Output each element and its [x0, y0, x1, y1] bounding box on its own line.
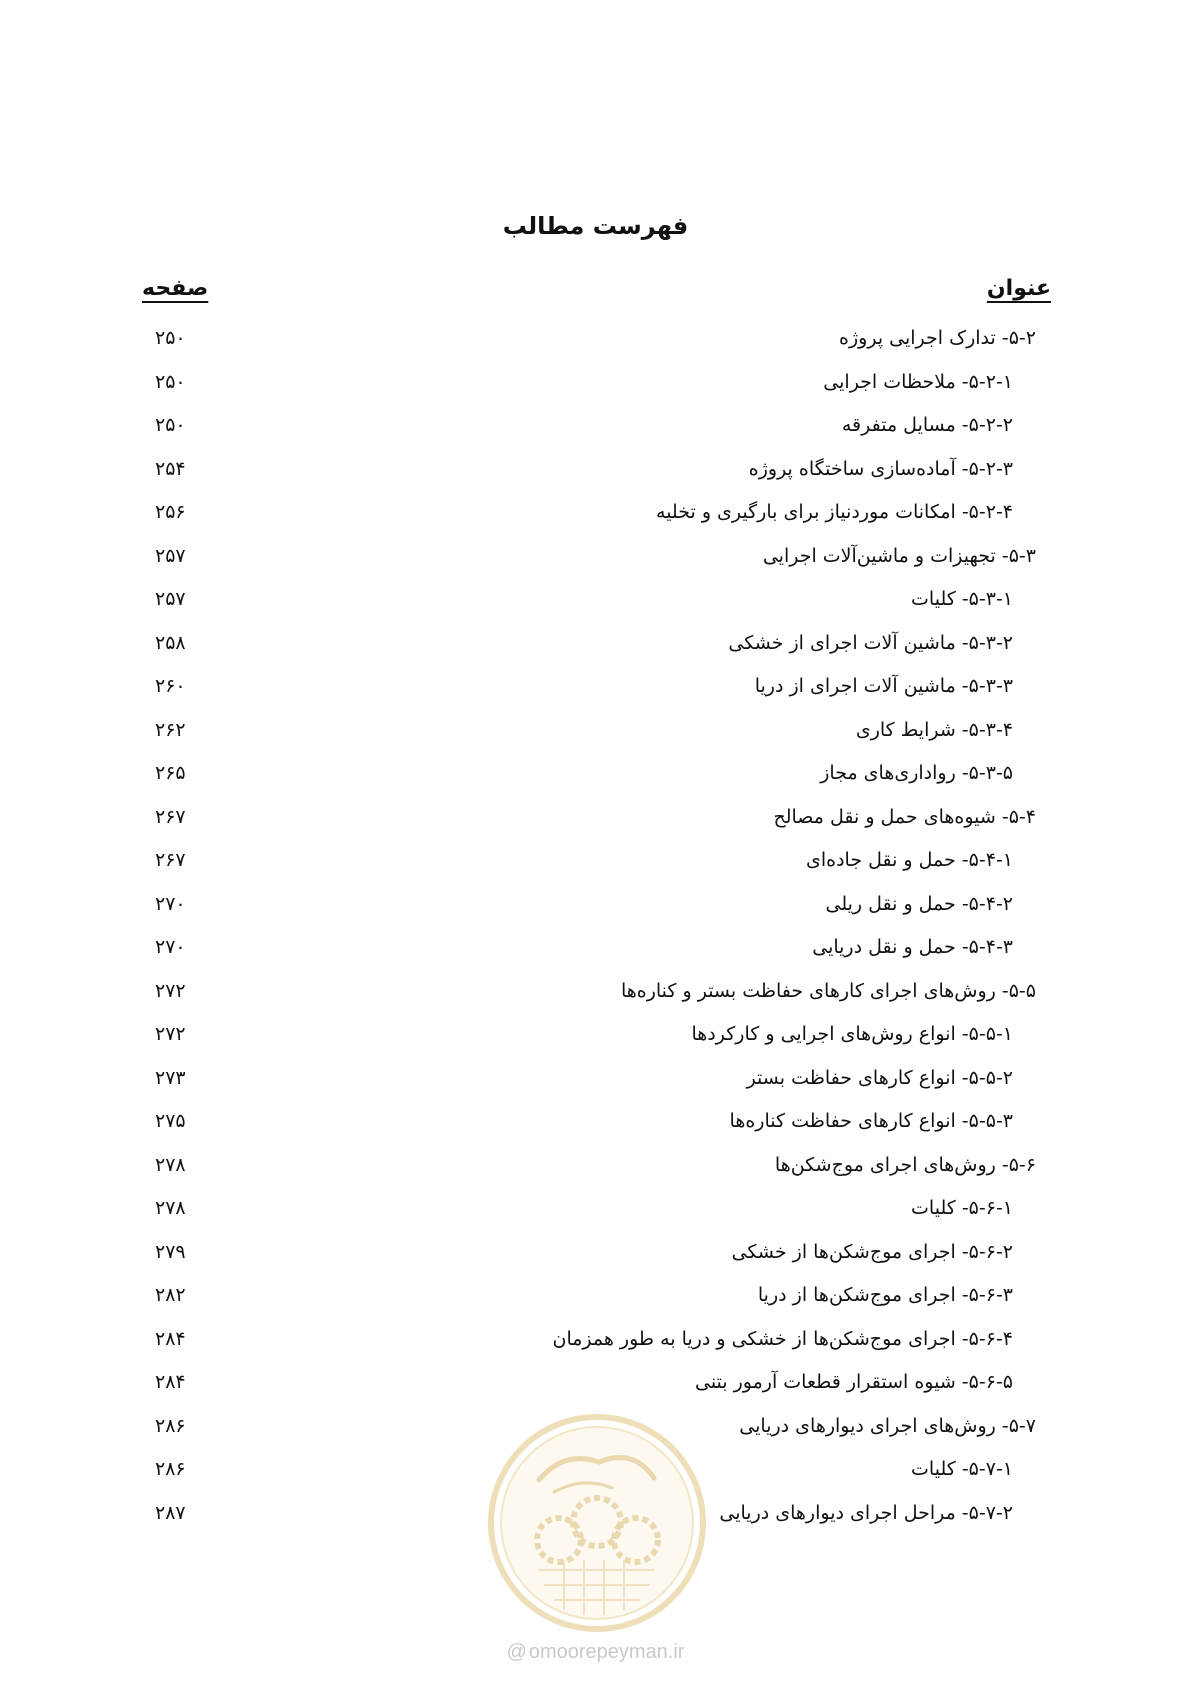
toc-entry[interactable]	[0, 1152, 1191, 1196]
toc-entry-page: ۲۸۶	[155, 1414, 186, 1437]
toc-entry[interactable]	[0, 586, 1191, 630]
toc-entry-page: ۲۸۷	[155, 1501, 186, 1524]
toc-entry[interactable]	[0, 1369, 1191, 1413]
toc-entry-title: ۵-۶-۱- کلیات	[911, 1197, 1013, 1219]
toc-entry-title: ۵-۵-۳- انواع کارهای حفاظت کناره‌ها	[729, 1110, 1013, 1132]
toc-entry[interactable]	[0, 934, 1191, 978]
watermark-seal-icon	[484, 1410, 710, 1636]
toc-entry[interactable]	[0, 673, 1191, 717]
toc-entry[interactable]	[0, 1239, 1191, 1283]
title-column-header: عنوان	[986, 276, 1051, 301]
toc-entry[interactable]	[0, 630, 1191, 674]
toc-entry[interactable]	[0, 847, 1191, 891]
toc-entry-title: ۵-۷- روش‌های اجرای دیوارهای دریایی	[739, 1414, 1036, 1437]
toc-entry-title: ۵-۵- روش‌های اجرای کارهای حفاظت بستر و کناره‌ها	[620, 979, 1036, 1002]
toc-entry-title: ۵-۶- روش‌های اجرای موج‌شکن‌ها	[774, 1153, 1036, 1176]
toc-entry[interactable]	[0, 369, 1191, 413]
toc-entry[interactable]	[0, 978, 1191, 1022]
toc-entry[interactable]	[0, 456, 1191, 500]
toc-entry-page: ۲۶۷	[155, 849, 186, 871]
toc-entry-title: ۵-۴-۱- حمل و نقل جاده‌ای	[805, 849, 1013, 871]
toc-entry-page: ۲۷۸	[155, 1153, 186, 1176]
toc-entry[interactable]	[0, 1195, 1191, 1239]
watermark-url	[0, 1641, 1191, 1664]
toc-entry-title: ۵-۴-۲- حمل و نقل ریلی	[825, 892, 1013, 915]
toc-entry-page: ۲۸۴	[155, 1327, 186, 1350]
toc-entry[interactable]	[0, 1021, 1191, 1065]
toc-entry[interactable]	[0, 891, 1191, 935]
toc-entry-page: ۲۷۰	[155, 936, 186, 958]
toc-entry-page: ۲۵۷	[155, 588, 186, 610]
toc-entry[interactable]	[0, 760, 1191, 804]
toc-entry-title: ۵-۳-۲- ماشین آلات اجرای از خشکی	[728, 631, 1013, 654]
toc-entry-page: ۲۷۵	[155, 1110, 186, 1132]
toc-entry-title: ۵-۴- شیوه‌های حمل و نقل مصالح	[773, 805, 1036, 828]
toc-entry-page: ۲۶۲	[155, 718, 186, 741]
toc-entry-page: ۲۵۰	[155, 414, 186, 436]
toc-entry-title: ۵-۲- تدارک اجرایی پروژه	[839, 327, 1036, 349]
toc-entry-title: ۵-۷-۱- کلیات	[911, 1458, 1013, 1480]
toc-entry-page: ۲۷۲	[155, 1023, 186, 1045]
toc-entry-title: ۵-۵-۲- انواع کارهای حفاظت بستر	[746, 1066, 1013, 1089]
toc-entry-title: ۵-۴-۳- حمل و نقل دریایی	[812, 936, 1013, 958]
watermark-logo	[484, 1410, 710, 1636]
toc-entry-title: ۵-۳- تجهیزات و ماشین‌آلات اجرایی	[762, 544, 1036, 567]
toc-entry[interactable]	[0, 804, 1191, 848]
toc-entry[interactable]	[0, 543, 1191, 587]
toc-entry[interactable]	[0, 1326, 1191, 1370]
toc-entry[interactable]	[0, 1065, 1191, 1109]
toc-entry-page: ۲۸۲	[155, 1284, 186, 1306]
toc-entry-page: ۲۵۸	[155, 631, 186, 654]
toc-entry-title: ۵-۶-۴- اجرای موج‌شکن‌ها از خشکی و دریا به طور همزمان	[552, 1327, 1013, 1350]
toc-entry[interactable]	[0, 499, 1191, 543]
toc-entry-title: ۵-۳-۳- ماشین آلات اجرای از دریا	[754, 675, 1013, 697]
toc-entry[interactable]	[0, 1282, 1191, 1326]
toc-entry-title: ۵-۵-۱- انواع روش‌های اجرایی و کارکردها	[691, 1023, 1013, 1045]
toc-entry-title: ۵-۲-۲- مسایل متفرقه	[841, 414, 1013, 436]
toc-entry-page: ۲۷۸	[155, 1197, 186, 1219]
toc-entry-page: ۲۷۹	[155, 1240, 186, 1263]
page-column-header: صفحه	[142, 276, 209, 301]
page-title: فهرست مطالب	[502, 212, 689, 240]
toc-entry-page: ۲۷۳	[155, 1066, 186, 1089]
toc-entry-title: ۵-۶-۲- اجرای موج‌شکن‌ها از خشکی	[731, 1240, 1013, 1263]
toc-entry-title: ۵-۷-۲- مراحل اجرای دیوارهای دریایی	[719, 1501, 1013, 1524]
toc-entry-page: ۲۶۰	[155, 675, 186, 697]
toc-entry-title: ۵-۲-۴- امکانات موردنیاز برای بارگیری و تخلیه	[656, 501, 1013, 523]
toc-entry-title: ۵-۳-۵- رواداری‌های مجاز	[820, 762, 1013, 784]
watermark-url-text: omoorepeyman.ir	[528, 1641, 685, 1663]
toc-entry-page: ۲۶۷	[155, 805, 186, 828]
toc-list	[0, 325, 1191, 1525]
toc-entry-page: ۲۵۶	[155, 501, 186, 523]
toc-entry-page: ۲۵۰	[155, 370, 186, 393]
toc-entry-title: ۵-۶-۵- شیوه استقرار قطعات آرمور بتنی	[694, 1371, 1013, 1393]
toc-entry-page: ۲۵۰	[155, 327, 186, 349]
toc-entry-page: ۲۷۲	[155, 979, 186, 1002]
toc-entry[interactable]	[0, 717, 1191, 761]
toc-entry-page: ۲۵۷	[155, 544, 186, 567]
toc-entry-title: ۵-۲-۱- ملاحظات اجرایی	[823, 370, 1013, 393]
toc-entry-page: ۲۵۴	[155, 457, 186, 480]
toc-entry-title: ۵-۲-۳- آماده‌سازی ساختگاه پروژه	[748, 457, 1013, 480]
toc-entry-title: ۵-۳-۱- کلیات	[911, 588, 1013, 610]
at-sign-icon: @	[506, 1641, 527, 1663]
toc-entry-title: ۵-۳-۴- شرایط کاری	[855, 718, 1013, 741]
toc-entry-title: ۵-۶-۳- اجرای موج‌شکن‌ها از دریا	[757, 1284, 1013, 1306]
toc-entry-page: ۲۶۵	[155, 762, 186, 784]
toc-entry-page: ۲۸۶	[155, 1458, 186, 1480]
toc-entry[interactable]	[0, 1108, 1191, 1152]
toc-entry-page: ۲۸۴	[155, 1371, 186, 1393]
toc-entry-page: ۲۷۰	[155, 892, 186, 915]
toc-entry[interactable]	[0, 412, 1191, 456]
toc-entry[interactable]	[0, 325, 1191, 369]
